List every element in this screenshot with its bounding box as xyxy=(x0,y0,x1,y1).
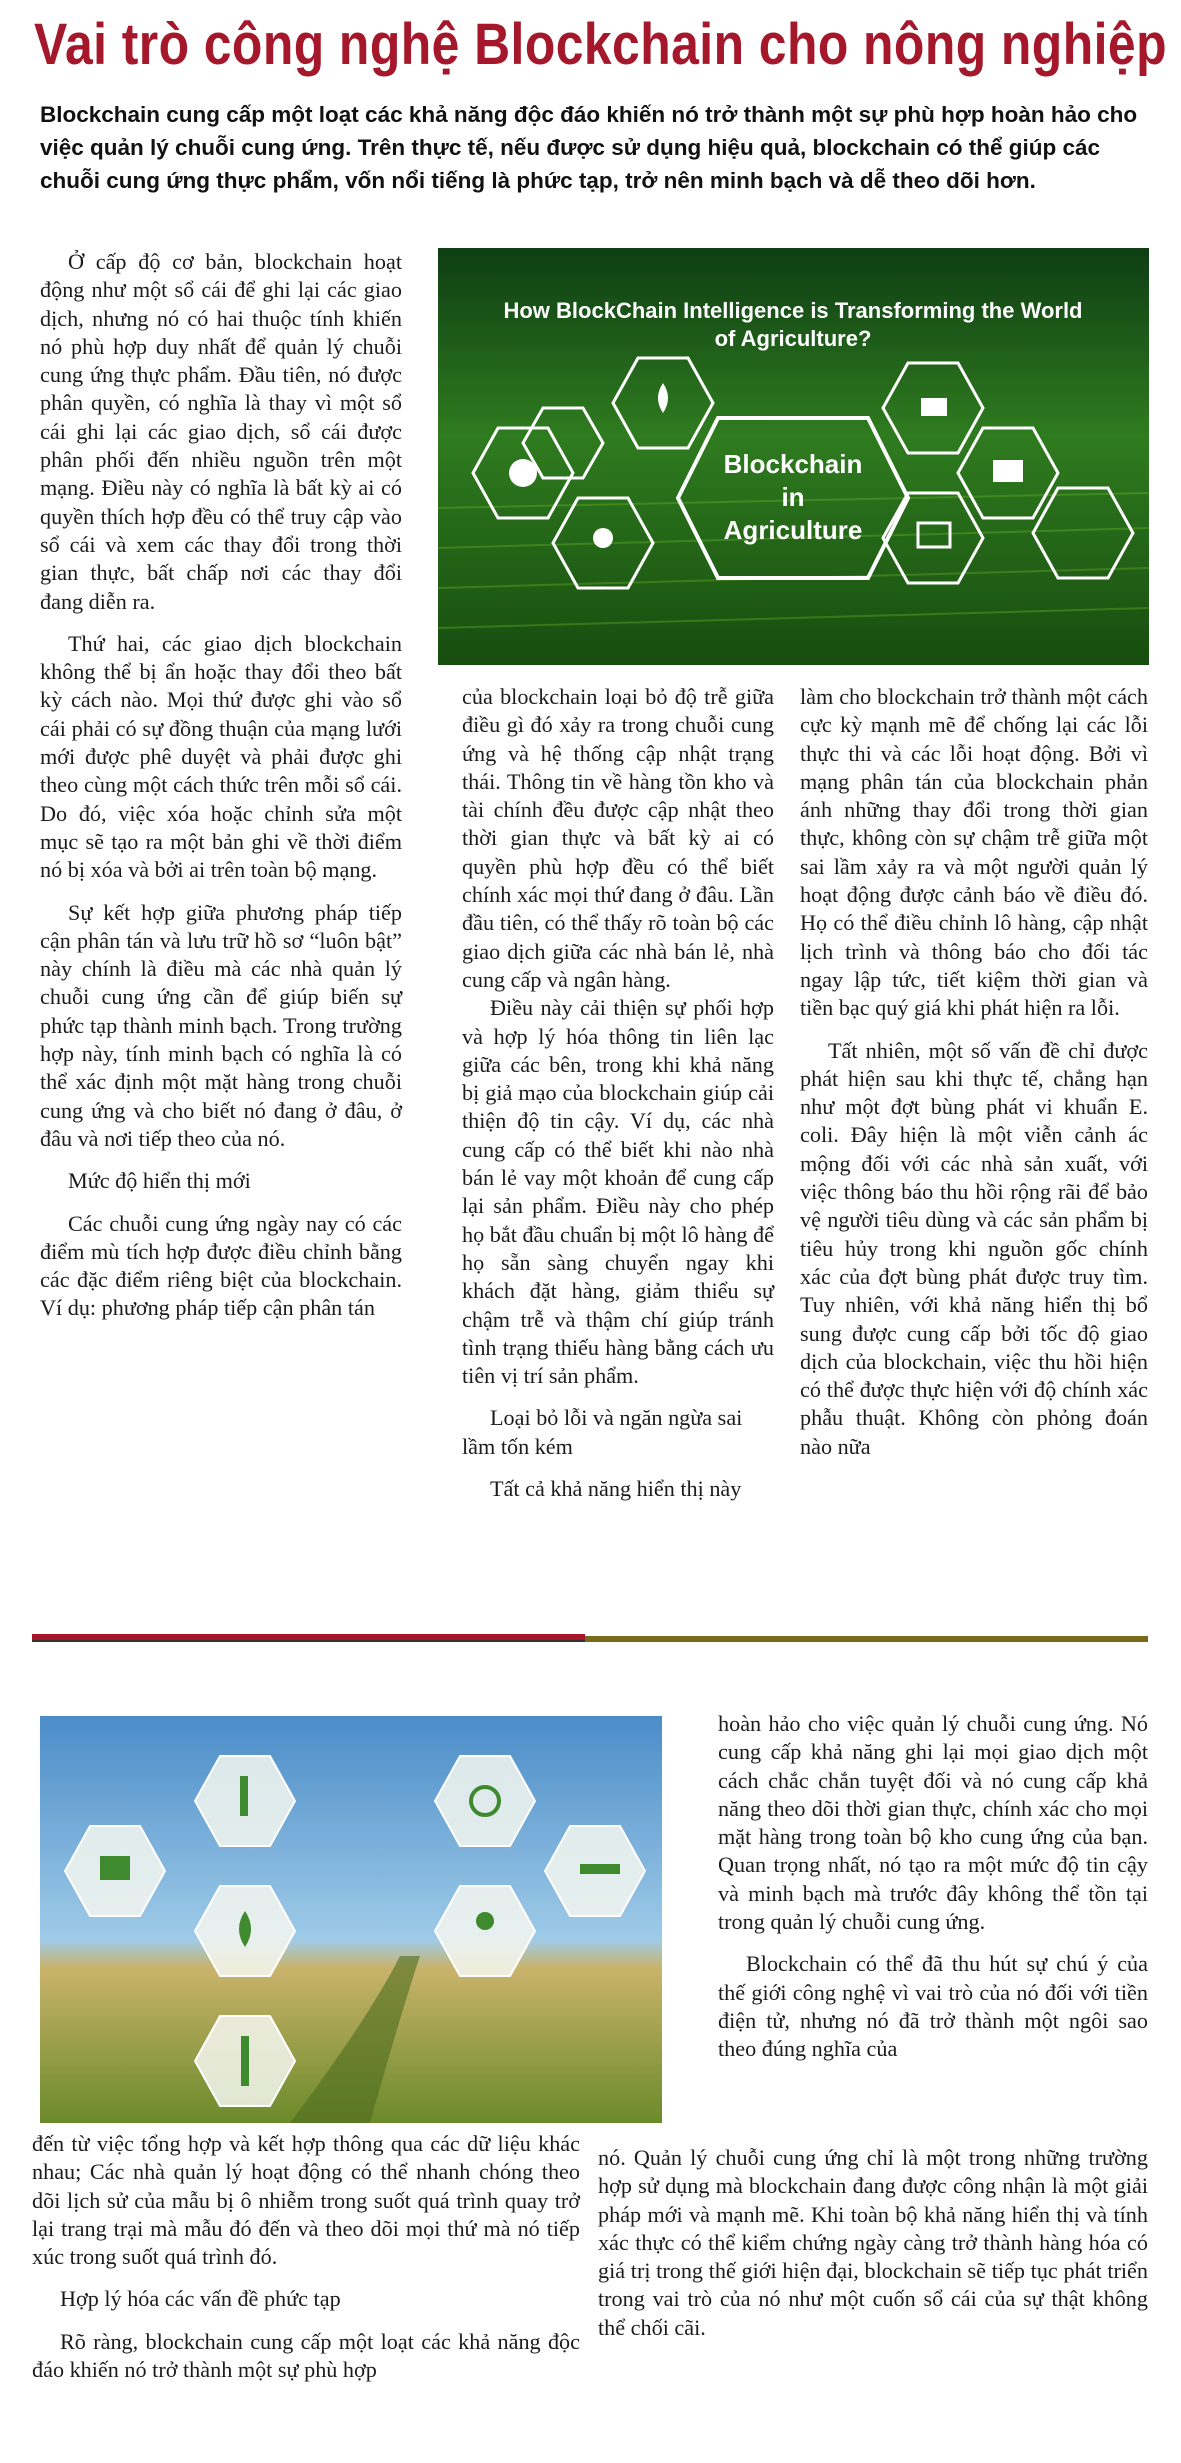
image1-center-label-1: Blockchain xyxy=(723,449,863,479)
image1-center-label-2: in xyxy=(781,482,805,512)
blockchain-agriculture-image xyxy=(438,248,1149,665)
col1-paragraph-3: Sự kết hợp giữa phương pháp tiếp cận phân tán và lưu trữ hồ sơ “luôn bật” này chính là điều mà các nhà quản lý chuỗi cung ứng cần để giúp biến sự phức tạp thành minh bạch. Trong trường hợp này, tính minh bạch có nghĩa là có thể xác định một mặt hàng trong chuỗi cung ứng và cho biết nó đang ở đâu, ở đâu và nơi tiếp theo của nó. xyxy=(40,899,402,1151)
col1-paragraph-1: Ở cấp độ cơ bản, blockchain hoạt động như một sổ cái để ghi lại các giao dịch, nhưng nó có hai thuộc tính khiến nó phù hợp duy nhất để quản lý chuỗi cung ứng thực phẩm. Đầu tiên, nó được phân quyền, có nghĩa là thay vì một sổ cái ghi lại các giao dịch, sổ cái được phân phối đến nhiều nguồn trên một mạng. Điều này có nghĩa là bất kỳ ai có quyền thích hợp đều có thể truy cập vào sổ cái và xem các thay đổi trong thời gian thực, bất chấp nơi các thay đổi đang diễn ra. xyxy=(40,249,402,614)
lower-left-paragraph-1: đến từ việc tổng hợp và kết hợp thông qua các dữ liệu khác nhau; Các nhà quản lý hoạt động có thể nhanh chóng theo dõi lịch sử của mẫu bị ô nhiễm trong suốt quá trình quay trở lại trang trại mà mẫu đó đến và theo dõi mọi thứ mà nó tiếp xúc trong suốt quá trình đó. xyxy=(32,2131,580,2270)
lower-right-paragraph-3: nó. Quản lý chuỗi cung ứng chỉ là một trong những trường hợp sử dụng mà blockchain đang được công nhận là một giải pháp mới và mạnh mẽ. Khi toàn bộ khả năng hiển thị và tính xác thực có thể kiểm chứng ngày càng trở thành hàng hóa có giá trị trong thế giới hiện đại, blockchain sẽ tiếp tục phát triển trong vai trò của nó như một cuốn sổ cái của sự thật không thể chối cãi. xyxy=(598,2145,1148,2340)
col2-paragraph-1: của blockchain loại bỏ độ trễ giữa điều gì đó xảy ra trong chuỗi cung ứng và hệ thống cập nhật trạng thái. Thông tin về hàng tồn kho và tài chính đều được cập nhật theo thời gian thực và bất kỳ ai có quyền phù hợp đều có thể biết chính xác mọi thứ đang ở đâu. Lần đầu tiên, có thể thấy rõ toàn bộ các giao dịch giữa các nhà bán lẻ, nhà cung cấp và ngân hàng. xyxy=(462,684,774,992)
col2-paragraph-2: Điều này cải thiện sự phối hợp và hợp lý hóa thông tin liên lạc giữa các bên, trong khi khả năng bị giả mạo của blockchain giúp cải thiện độ tin cậy. Ví dụ, các nhà cung cấp có thể biết khi nào nhà bán lẻ vay một khoản để cung cấp lại sản phẩm. Điều này cho phép họ bắt đầu chuẩn bị một lô hàng để họ sẵn sàng chuyển ngay khi khách đặt hàng, giảm thiểu sự chậm trễ và thậm chí giúp tránh tình trạng thiếu hàng bằng cách ưu tiên vị trí sản phẩm. xyxy=(462,995,774,1389)
section-divider-olive xyxy=(585,1636,1148,1642)
thermometer-icon xyxy=(240,1776,248,1816)
column-2 xyxy=(462,683,774,1503)
article-lede: Blockchain cung cấp một loạt các khả năng độc đáo khiến nó trở thành một sự phù hợp hoàn hảo cho việc quản lý chuỗi cung ứng. Trên thực tế, nếu được sử dụng hiệu quả, blockchain có thể giúp các chuỗi cung ứng thực phẩm, vốn nổi tiếng là phức tạp, trở nên minh bạch và dễ theo dõi hơn. xyxy=(40,102,1138,193)
tractor-icon xyxy=(921,398,947,416)
lower-left-paragraph-2: Rõ ràng, blockchain cung cấp một loạt các khả năng độc đáo khiến nó trở thành một sự phù hợp xyxy=(32,2328,580,2383)
farmer-icon xyxy=(993,460,1023,482)
image1-center-label-3: Agriculture xyxy=(723,515,863,545)
col1-paragraph-4: Các chuỗi cung ứng ngày nay có các điểm mù tích hợp được điều chỉnh bằng các đặc điểm riêng biệt của blockchain. Ví dụ: phương pháp tiếp cận phân tán xyxy=(40,1210,402,1321)
col2-subheading: Loại bỏ lỗi và ngăn ngừa sai lầm tốn kém xyxy=(462,1405,743,1459)
lower-right-paragraph-1: hoàn hảo cho việc quản lý chuỗi cung ứng. Nó cung cấp khả năng ghi lại mọi giao dịch một cách chắc chắn tuyệt đối và nó cung cấp khả năng theo dõi thời gian thực, chính xác cho mọi mặt hàng trong toàn bộ kho cung ứng của bạn. Quan trọng nhất, nó tạo ra một mức độ tin cậy và minh bạch mà trước đây không thể tồn tại trong quản lý chuỗi cung ứng. xyxy=(718,1711,1148,1935)
col1-subheading: Mức độ hiển thị mới xyxy=(68,1168,251,1194)
col3-paragraph-2: Tất nhiên, một số vấn đề chỉ được phát hiện sau khi thực tế, chẳng hạn như một đợt bùng phát vi khuẩn E. coli. Đây hiện là một viễn cảnh ác mộng đối với các nhà sản xuất, với việc thông báo thu hồi rộng rãi để bảo vệ người tiêu dùng và các sản phẩm bị tiêu hủy trong khi nguồn gốc chính xác của đợt bùng phát được truy tìm. Tuy nhiên, với khả năng hiển thị bổ sung được cung cấp bởi tốc độ giao dịch của blockchain, việc thu hồi hiện có thể được thực hiện với độ chính xác phẫu thuật. Không còn phỏng đoán nào nữa xyxy=(800,1037,1148,1459)
smart-farming-image xyxy=(40,1716,662,2123)
lower-right-paragraph-2: Blockchain có thể đã thu hút sự chú ý của thế giới công nghệ vì vai trò của nó đối với tiền điện tử, nhưng nó đã trở thành một ngôi sao theo đúng nghĩa của xyxy=(718,1951,1148,2062)
lower-left-subheading: Hợp lý hóa các vấn đề phức tạp xyxy=(60,2286,341,2312)
lower-right-continuation xyxy=(598,2144,1148,2342)
money-bag-icon xyxy=(509,459,537,487)
col3-paragraph-1: làm cho blockchain trở thành một cách cực kỳ mạnh mẽ để chống lại các lỗi thực thi và các lỗi hoạt động. Bởi vì mạng phân tán của blockchain phản ánh những thay đổi trong thời gian thực, không còn sự chậm trễ giữa một sai lầm xảy ra và một người quản lý hoạt động được cảnh báo về điều đó. Họ có thể điều chỉnh lô hàng, cập nhật lịch trình và thông báo cho đối tác ngay lập tức, tiết kiệm thời gian và tiền bạc quý giá khi phát hiện ra lỗi. xyxy=(800,684,1148,1021)
lower-left-column xyxy=(32,2130,580,2384)
drone-icon xyxy=(580,1864,620,1874)
image1-heading-line1: How BlockChain Intelligence is Transforming the World xyxy=(503,298,1083,323)
lower-right-column xyxy=(718,1710,1148,2064)
col1-paragraph-2: Thứ hai, các giao dịch blockchain không thể bị ẩn hoặc thay đổi theo bất kỳ cách nào. Mọi thứ được ghi vào sổ cái phải có sự đồng thuận của mạng lưới mới được phê duyệt và phải được ghi theo cùng một cách thức trên mỗi sổ cái. Do đó, việc xóa hoặc chỉnh sửa một mục sẽ tạo ra một bản ghi về thời điểm nó bị xóa và bởi ai trên toàn bộ mạng. xyxy=(40,630,402,883)
farmer-presentation-icon xyxy=(593,528,613,548)
farmer-planting-icon xyxy=(476,1912,494,1930)
image1-heading-line2: of Agriculture? xyxy=(714,326,872,351)
article-title: Vai trò công nghệ Blockchain cho nông nghiệp xyxy=(34,12,1167,77)
harvester-icon xyxy=(100,1856,130,1880)
column-3 xyxy=(800,683,1148,1461)
column-1 xyxy=(40,248,402,1323)
col2-paragraph-3: Tất cả khả năng hiển thị này xyxy=(490,1476,742,1502)
section-divider-red xyxy=(32,1634,585,1640)
wheat-icon xyxy=(241,2036,249,2086)
